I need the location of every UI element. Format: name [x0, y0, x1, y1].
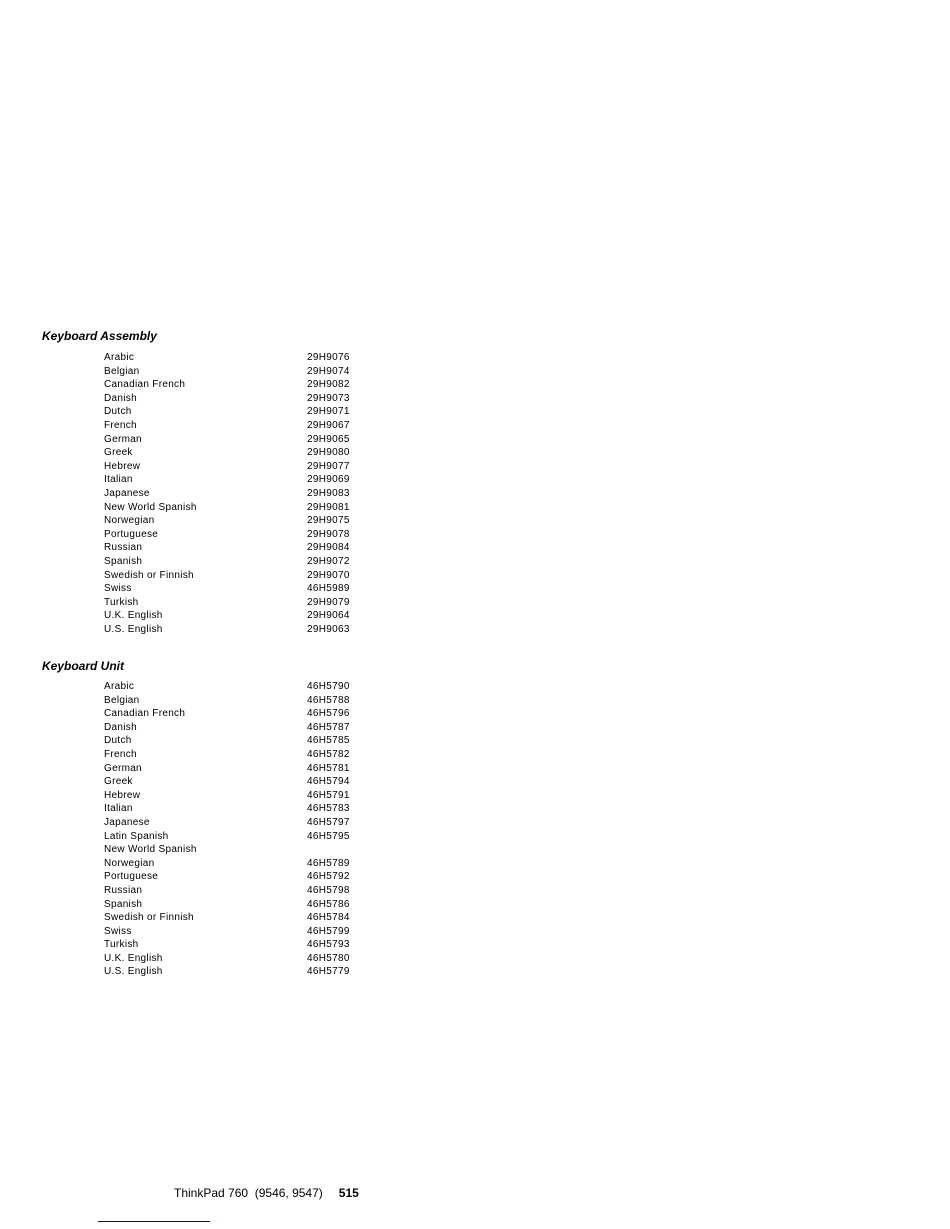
parts-list-row — [104, 582, 364, 596]
keyboard-language: U.S. English — [104, 966, 163, 978]
section-heading-keyboard-assembly: Keyboard Assembly — [42, 329, 157, 343]
keyboard-language: Arabic — [104, 681, 135, 692]
parts-list-row — [104, 952, 364, 966]
parts-list-row — [104, 569, 364, 583]
parts-list-row — [104, 925, 364, 939]
part-number: 29H9083 — [307, 487, 350, 499]
part-number: 29H9071 — [307, 406, 350, 418]
part-number: 46H5785 — [307, 735, 350, 747]
footer-title: ThinkPad 760 (9546, 9547) — [174, 1186, 323, 1200]
part-number: 29H9064 — [307, 610, 350, 622]
keyboard-language: New World Spanish — [104, 844, 197, 856]
parts-list-row — [104, 680, 364, 694]
parts-list-row — [104, 392, 364, 406]
keyboard-language: Turkish — [104, 939, 139, 951]
keyboard-language: Greek — [104, 447, 133, 459]
part-number: 29H9077 — [307, 460, 350, 472]
keyboard-language: Japanese — [104, 816, 150, 828]
part-number: 46H5792 — [307, 871, 350, 883]
parts-list-row — [104, 596, 364, 610]
parts-list-row — [104, 830, 364, 844]
parts-list-row — [104, 898, 364, 912]
parts-list-row — [104, 884, 364, 898]
keyboard-language: German — [104, 762, 142, 774]
parts-list-row — [104, 460, 364, 474]
part-number: 46H5989 — [307, 583, 350, 595]
part-number: 29H9074 — [307, 365, 350, 377]
page-footer — [174, 1186, 359, 1200]
keyboard-language: Arabic — [104, 352, 135, 363]
parts-list-keyboard-assembly — [104, 351, 364, 636]
part-number: 46H5779 — [307, 966, 350, 978]
keyboard-language: Swedish or Finnish — [104, 912, 194, 924]
parts-list-row — [104, 419, 364, 433]
keyboard-language: U.K. English — [104, 952, 163, 964]
section-heading-keyboard-unit: Keyboard Unit — [42, 659, 125, 673]
parts-list-row — [104, 938, 364, 952]
keyboard-language: Hebrew — [104, 460, 141, 472]
part-number: 29H9082 — [307, 379, 350, 391]
part-number: 46H5788 — [307, 694, 350, 706]
keyboard-language: Swedish or Finnish — [104, 569, 194, 581]
part-number: 29H9072 — [307, 555, 350, 567]
keyboard-language: Danish — [104, 721, 137, 733]
keyboard-language: Hebrew — [104, 789, 141, 801]
parts-list-row — [104, 870, 364, 884]
parts-list-row — [104, 446, 364, 460]
parts-list-row — [104, 789, 364, 803]
part-number: 29H9063 — [307, 623, 350, 635]
keyboard-language: Portuguese — [104, 871, 159, 883]
keyboard-language: Norwegian — [104, 857, 155, 869]
keyboard-language: French — [104, 419, 137, 431]
parts-list-row — [104, 405, 364, 419]
keyboard-language: French — [104, 748, 137, 760]
parts-list-row — [104, 748, 364, 762]
keyboard-language: Latin Spanish — [104, 830, 169, 842]
keyboard-language: Swiss — [104, 583, 132, 595]
keyboard-language: Danish — [104, 392, 137, 404]
parts-list-row — [104, 843, 364, 857]
keyboard-language: Portuguese — [104, 528, 159, 540]
part-number: 29H9073 — [307, 392, 350, 404]
part-number: 46H5784 — [307, 912, 350, 924]
part-number: 29H9070 — [307, 569, 350, 581]
keyboard-language: Dutch — [104, 406, 132, 418]
parts-list-row — [104, 734, 364, 748]
part-number: 46H5790 — [307, 681, 350, 692]
part-number: 29H9069 — [307, 474, 350, 486]
keyboard-language: Spanish — [104, 898, 143, 910]
keyboard-language: Spanish — [104, 555, 143, 567]
part-number: 29H9076 — [307, 352, 350, 363]
parts-list-row — [104, 721, 364, 735]
keyboard-language: Dutch — [104, 735, 132, 747]
parts-list-row — [104, 707, 364, 721]
keyboard-language: Norwegian — [104, 515, 155, 527]
keyboard-language: New World Spanish — [104, 501, 197, 513]
keyboard-language: Belgian — [104, 365, 140, 377]
page-number: 515 — [338, 1186, 359, 1200]
keyboard-language: Canadian French — [104, 379, 186, 391]
parts-list-row — [104, 514, 364, 528]
parts-list-row — [104, 802, 364, 816]
keyboard-language: U.S. English — [104, 623, 163, 635]
parts-list-row — [104, 911, 364, 925]
part-number: 29H9084 — [307, 542, 350, 554]
parts-list-row — [104, 541, 364, 555]
keyboard-language: Swiss — [104, 925, 132, 937]
part-number: 46H5798 — [307, 884, 350, 896]
keyboard-language: German — [104, 433, 142, 445]
part-number: 29H9065 — [307, 433, 350, 445]
part-number: 29H9079 — [307, 596, 350, 608]
parts-list-row — [104, 775, 364, 789]
parts-list-row — [104, 555, 364, 569]
part-number: 29H9067 — [307, 419, 350, 431]
part-number: 46H5794 — [307, 776, 350, 788]
part-number: 46H5793 — [307, 939, 350, 951]
parts-list-row — [104, 378, 364, 392]
part-number: 46H5780 — [307, 952, 350, 964]
keyboard-language: Greek — [104, 776, 133, 788]
parts-list-row — [104, 433, 364, 447]
part-number: 46H5787 — [307, 721, 350, 733]
parts-list-row — [104, 857, 364, 871]
parts-list-row — [104, 762, 364, 776]
parts-list-row — [104, 501, 364, 515]
part-number: 29H9078 — [307, 528, 350, 540]
keyboard-language: Italian — [104, 803, 133, 815]
parts-list-keyboard-unit — [104, 680, 364, 979]
parts-list-row — [104, 623, 364, 637]
footer-rule — [98, 1221, 210, 1222]
part-number: 46H5783 — [307, 803, 350, 815]
parts-list-row — [104, 816, 364, 830]
keyboard-language: U.K. English — [104, 610, 163, 622]
parts-list-row — [104, 609, 364, 623]
keyboard-language: Canadian French — [104, 708, 186, 720]
keyboard-language: Russian — [104, 542, 143, 554]
part-number: 46H5791 — [307, 789, 350, 801]
keyboard-language: Russian — [104, 884, 143, 896]
parts-list-row — [104, 965, 364, 979]
part-number: 46H5795 — [307, 830, 350, 842]
parts-list-row — [104, 351, 364, 365]
parts-list-row — [104, 694, 364, 708]
part-number: 46H5797 — [307, 816, 350, 828]
keyboard-language: Belgian — [104, 694, 140, 706]
part-number: 29H9081 — [307, 501, 350, 513]
keyboard-language: Turkish — [104, 596, 139, 608]
part-number: 46H5782 — [307, 748, 350, 760]
part-number: 46H5786 — [307, 898, 350, 910]
part-number: 46H5799 — [307, 925, 350, 937]
parts-list-row — [104, 487, 364, 501]
keyboard-language: Italian — [104, 474, 133, 486]
part-number: 29H9075 — [307, 515, 350, 527]
parts-list-row — [104, 528, 364, 542]
parts-list-row — [104, 365, 364, 379]
part-number: 46H5796 — [307, 708, 350, 720]
part-number: 46H5789 — [307, 857, 350, 869]
parts-list-row — [104, 473, 364, 487]
keyboard-language: Japanese — [104, 487, 150, 499]
part-number: 46H5781 — [307, 762, 350, 774]
part-number: 29H9080 — [307, 447, 350, 459]
